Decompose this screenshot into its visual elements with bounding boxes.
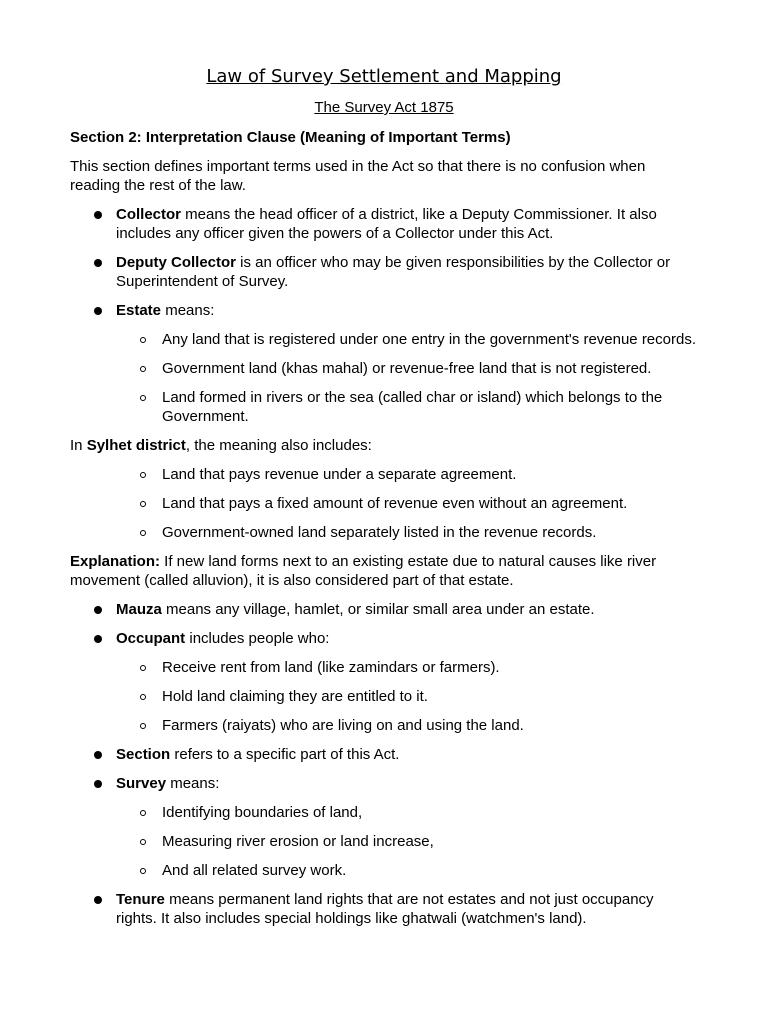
list-item: Land that pays revenue under a separate agreement. (70, 465, 698, 484)
term-label: Survey (116, 775, 167, 792)
circle-bullet-icon (140, 337, 146, 343)
list-item: Measuring river erosion or land increase, (116, 832, 698, 851)
term-text: means the head officer of a district, like a Deputy Commissioner. It also includes any officer given the powers of a Collector under this Act. (116, 206, 657, 242)
circle-bullet-icon (140, 694, 146, 700)
estate-sublist (116, 330, 698, 426)
occupant-sublist (116, 658, 698, 735)
term-label: Tenure (116, 891, 165, 908)
definition-deputy-collector (70, 253, 698, 291)
list-item: Any land that is registered under one entry in the government's revenue records. (116, 330, 698, 349)
term-text: includes people who: (185, 630, 330, 647)
term-text: means: (166, 775, 220, 792)
term-text: means any village, hamlet, or similar small area under an estate. (161, 601, 595, 618)
circle-bullet-icon (140, 366, 146, 372)
term-text: refers to a specific part of this Act. (170, 746, 400, 763)
term-label: Mauza (116, 601, 162, 618)
bullet-icon (94, 635, 102, 643)
document-title: Law of Survey Settlement and Mapping (206, 66, 562, 87)
bullet-icon (94, 307, 102, 315)
circle-bullet-icon (140, 472, 146, 478)
circle-bullet-icon (140, 395, 146, 401)
circle-bullet-icon (140, 810, 146, 816)
bullet-icon (94, 259, 102, 267)
definition-collector (70, 205, 698, 243)
bullet-icon (94, 780, 102, 788)
term-label: Collector (116, 206, 182, 223)
circle-bullet-icon (140, 530, 146, 536)
definition-mauza (70, 600, 698, 619)
bullet-icon (94, 751, 102, 759)
definition-section (70, 745, 698, 764)
term-label: Section (116, 746, 171, 763)
list-item: Government-owned land separately listed in the revenue records. (70, 523, 698, 542)
list-item: Land formed in rivers or the sea (called char or island) which belongs to the Government. (116, 388, 698, 426)
list-item: Hold land claiming they are entitled to it. (116, 687, 698, 706)
bullet-icon (94, 211, 102, 219)
sylhet-sublist (70, 465, 698, 542)
bullet-icon (94, 606, 102, 614)
list-item: And all related survey work. (116, 861, 698, 880)
document-subtitle: The Survey Act 1875 (314, 99, 454, 116)
list-item: Government land (khas mahal) or revenue-free land that is not registered. (116, 359, 698, 378)
explanation-paragraph: Explanation: If new land forms next to an existing estate due to natural causes like river movement (called alluvion), it is also considered part of that estate. (70, 553, 657, 589)
circle-bullet-icon (140, 665, 146, 671)
term-text: means: (161, 302, 215, 319)
circle-bullet-icon (140, 839, 146, 845)
circle-bullet-icon (140, 723, 146, 729)
list-item: Land that pays a fixed amount of revenue even without an agreement. (70, 494, 698, 513)
intro-paragraph: This section defines important terms used in the Act so that there is no confusion when reading the rest of the law. (70, 158, 646, 194)
section-heading: Section 2: Interpretation Clause (Meaning of Important Terms) (70, 129, 511, 146)
term-label: Occupant (116, 630, 186, 647)
definition-list-2 (70, 600, 698, 928)
circle-bullet-icon (140, 868, 146, 874)
definition-estate (70, 301, 698, 426)
survey-sublist (116, 803, 698, 880)
definition-list-1 (70, 205, 698, 426)
definition-survey (70, 774, 698, 880)
term-label: Deputy Collector (116, 254, 237, 271)
document-page (70, 66, 698, 938)
circle-bullet-icon (140, 501, 146, 507)
list-item: Identifying boundaries of land, (116, 803, 698, 822)
list-item: Receive rent from land (like zamindars or farmers). (116, 658, 698, 677)
term-text: is an officer who may be given responsibilities by the Collector or Superintendent of Survey. (116, 254, 671, 290)
sylhet-paragraph: In Sylhet district, the meaning also includes: (70, 437, 372, 454)
term-text: means permanent land rights that are not estates and not just occupancy rights. It also includes special holdings like ghatwali (watchmen's land). (116, 891, 654, 927)
bullet-icon (94, 896, 102, 904)
definition-tenure (70, 890, 698, 928)
list-item: Farmers (raiyats) who are living on and using the land. (116, 716, 698, 735)
definition-occupant (70, 629, 698, 735)
term-label: Estate (116, 302, 162, 319)
